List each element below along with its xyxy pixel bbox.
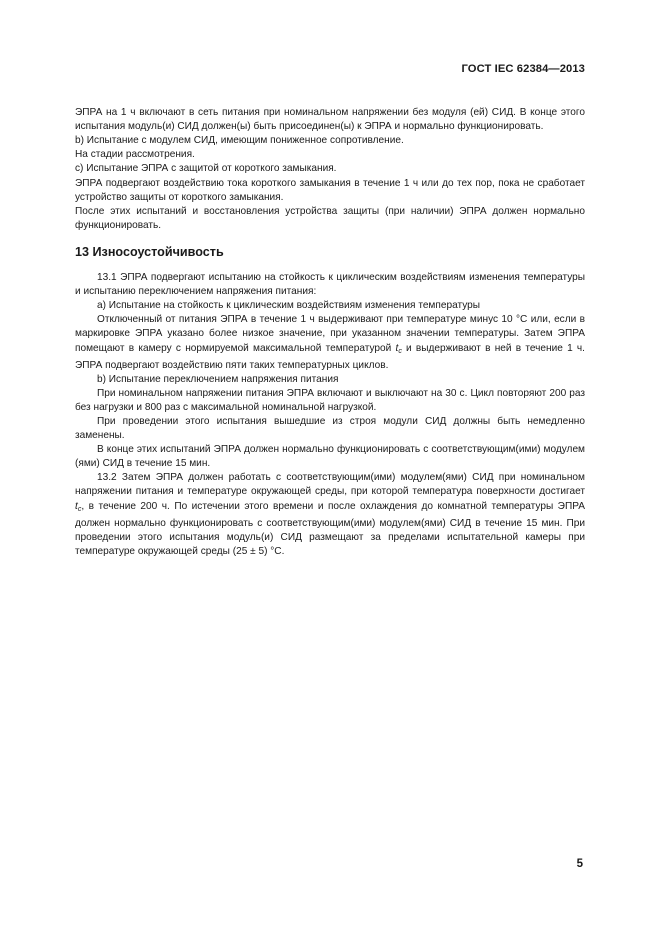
- paragraph-text: На стадии рассмотрения.: [75, 149, 195, 161]
- document-header: ГОСТ IEC 62384—2013: [461, 63, 585, 75]
- paragraph: [75, 271, 585, 299]
- list-item: [75, 373, 585, 387]
- section-heading: 13 Износоустойчивость: [75, 244, 224, 259]
- paragraph: [75, 415, 585, 443]
- paragraph-text: ЭПРА на 1 ч включают в сеть питания при номинальном напряжении без модуля (ей) СИД. В конце этого испытания модуль(и) СИД должен(ы) быть присоединен(ы) к ЭПРА и нормально функционировать.: [75, 107, 585, 133]
- paragraph-text: a) Испытание на стойкость к циклическим воздействиям изменения температуры: [97, 300, 481, 312]
- paragraph: [75, 313, 585, 372]
- list-item: [75, 162, 585, 176]
- paragraph: [75, 92, 585, 134]
- paragraph: [75, 177, 585, 205]
- paragraph-text: В конце этих испытаний ЭПРА должен нормально функционировать с соответствующим(ими) модулем (ями) СИД в течение 15 мин.: [75, 444, 585, 470]
- document-body: [75, 92, 585, 559]
- paragraph-text: , в течение 200 ч. По истечении этого времени и после охлаждения до комнатной температуры ЭПРА должен нормально функционировать с соответствующим(ими) модулем(ями) СИД в течение 15 мин. При проведении этого испытания модуль(и) СИД размещают за пределами испытательной камеры при температуре окружающей среды (25 ± 5) °С.: [75, 500, 585, 557]
- paragraph-text: При проведении этого испытания вышедшие из строя модули СИД должны быть немедленно заменены.: [75, 415, 585, 442]
- paragraph: [75, 205, 585, 233]
- paragraph: [75, 148, 585, 162]
- paragraph: [75, 443, 585, 471]
- page-number: 5: [576, 858, 583, 870]
- paragraph: [75, 471, 585, 559]
- paragraph-text: и выдерживают в ней в течение 1 ч. ЭПРА подвергают воздействию пяти таких температурных циклов.: [75, 342, 585, 371]
- paragraph: [75, 387, 585, 415]
- list-item: [75, 299, 585, 313]
- paragraph-text: При номинальном напряжении питания ЭПРА включают и выключают на 30 с. Цикл повторяют 200 раз без нагрузки и 800 раз с максимальной номинальной нагрузкой.: [75, 387, 585, 413]
- paragraph-text: Отключенный от питания ЭПРА в течение 1 ч выдерживают при температуре минус 10 °С или, если в маркировке ЭПРА указано более низкое значение, при указанном значении температуры. Затем ЭПРА помещают в камеру с нормируемой максимальной температурой: [75, 314, 585, 354]
- paragraph-text: ЭПРА подвергают воздействию тока короткого замыкания в течение 1 ч или до тех пор, пока не сработает устройство защиты от короткого замыкания.: [75, 177, 585, 203]
- paragraph-text: 13.1 ЭПРА подвергают испытанию на стойкость к циклическим воздействиям изменения температуры и испытанию переключением напряжения питания:: [75, 272, 585, 298]
- paragraph-text: После этих испытаний и восстановления устройства защиты (при наличии) ЭПРА должен нормально функционировать.: [75, 205, 585, 231]
- paragraph-text: b) Испытание переключением напряжения питания: [97, 373, 339, 385]
- symbol-tc: $t_c$: [75, 500, 82, 513]
- paragraph-text: b) Испытание с модулем СИД, имеющим пониженное сопротивление.: [75, 135, 404, 147]
- paragraph-text: 13.2 Затем ЭПРА должен работать с соответствующим(ими) модулем(ями) СИД при номинальном напряжении питания и температуре окружающей среды, при которой температура поверхности достигает: [75, 472, 585, 498]
- list-item: [75, 134, 585, 148]
- paragraph-text: c) Испытание ЭПРА с защитой от короткого замыкания.: [75, 163, 337, 175]
- symbol-tc: $t_c$: [395, 342, 402, 355]
